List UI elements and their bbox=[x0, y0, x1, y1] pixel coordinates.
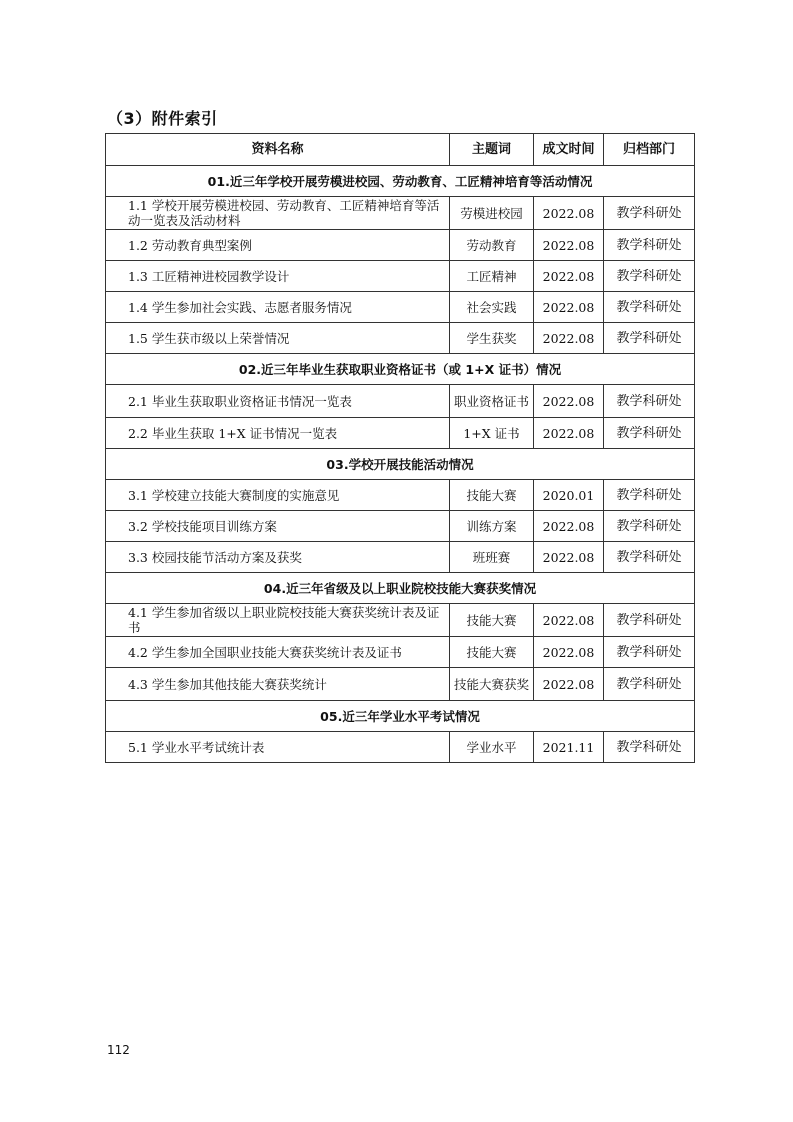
keyword-cell: 技能大赛 bbox=[450, 637, 534, 668]
department-cell: 教学科研处 bbox=[604, 385, 695, 418]
section-row bbox=[106, 701, 695, 732]
material-name-cell: 3.2 学校技能项目训练方案 bbox=[106, 511, 450, 542]
material-name-cell: 3.3 校园技能节活动方案及获奖 bbox=[106, 542, 450, 573]
material-name-cell: 2.2 毕业生获取 1+X 证书情况一览表 bbox=[106, 418, 450, 449]
table-row bbox=[106, 604, 695, 637]
section-title: 04.近三年省级及以上职业院校技能大赛获奖情况 bbox=[106, 573, 695, 604]
table-body bbox=[106, 166, 695, 763]
table-row bbox=[106, 197, 695, 230]
table-row bbox=[106, 292, 695, 323]
material-name-cell: 4.2 学生参加全国职业技能大赛获奖统计表及证书 bbox=[106, 637, 450, 668]
date-cell: 2022.08 bbox=[534, 261, 604, 292]
keyword-cell: 技能大赛 bbox=[450, 480, 534, 511]
keyword-cell: 社会实践 bbox=[450, 292, 534, 323]
table-row bbox=[106, 480, 695, 511]
attachment-index-table bbox=[105, 133, 695, 763]
date-cell: 2022.08 bbox=[534, 542, 604, 573]
table-row bbox=[106, 230, 695, 261]
date-cell: 2022.08 bbox=[534, 637, 604, 668]
table-row bbox=[106, 261, 695, 292]
date-cell: 2022.08 bbox=[534, 604, 604, 637]
keyword-cell: 技能大赛获奖 bbox=[450, 668, 534, 701]
keyword-cell: 工匠精神 bbox=[450, 261, 534, 292]
material-name-cell: 3.1 学校建立技能大赛制度的实施意见 bbox=[106, 480, 450, 511]
section-title: 05.近三年学业水平考试情况 bbox=[106, 701, 695, 732]
department-cell: 教学科研处 bbox=[604, 230, 695, 261]
header-department: 归档部门 bbox=[604, 134, 695, 166]
header-keyword: 主题词 bbox=[450, 134, 534, 166]
material-name-cell: 1.1 学校开展劳模进校园、劳动教育、工匠精神培育等活动一览表及活动材料 bbox=[106, 197, 450, 230]
table-row bbox=[106, 418, 695, 449]
department-cell: 教学科研处 bbox=[604, 542, 695, 573]
department-cell: 教学科研处 bbox=[604, 604, 695, 637]
keyword-cell: 1+X 证书 bbox=[450, 418, 534, 449]
section-row bbox=[106, 449, 695, 480]
header-date: 成文时间 bbox=[534, 134, 604, 166]
keyword-cell: 技能大赛 bbox=[450, 604, 534, 637]
keyword-cell: 劳动教育 bbox=[450, 230, 534, 261]
table-row bbox=[106, 637, 695, 668]
keyword-cell: 学生获奖 bbox=[450, 323, 534, 354]
material-name-cell: 1.4 学生参加社会实践、志愿者服务情况 bbox=[106, 292, 450, 323]
department-cell: 教学科研处 bbox=[604, 197, 695, 230]
table-row bbox=[106, 323, 695, 354]
department-cell: 教学科研处 bbox=[604, 668, 695, 701]
page-heading: （3）附件索引 bbox=[107, 109, 218, 128]
table-header-row bbox=[106, 134, 695, 166]
keyword-cell: 学业水平 bbox=[450, 732, 534, 763]
material-name-cell: 4.1 学生参加省级以上职业院校技能大赛获奖统计表及证书 bbox=[106, 604, 450, 637]
date-cell: 2022.08 bbox=[534, 230, 604, 261]
department-cell: 教学科研处 bbox=[604, 418, 695, 449]
section-title: 02.近三年毕业生获取职业资格证书（或 1+X 证书）情况 bbox=[106, 354, 695, 385]
section-row bbox=[106, 354, 695, 385]
material-name-cell: 2.1 毕业生获取职业资格证书情况一览表 bbox=[106, 385, 450, 418]
department-cell: 教学科研处 bbox=[604, 323, 695, 354]
date-cell: 2022.08 bbox=[534, 511, 604, 542]
department-cell: 教学科研处 bbox=[604, 637, 695, 668]
department-cell: 教学科研处 bbox=[604, 480, 695, 511]
material-name-cell: 1.2 劳动教育典型案例 bbox=[106, 230, 450, 261]
section-title: 01.近三年学校开展劳模进校园、劳动教育、工匠精神培育等活动情况 bbox=[106, 166, 695, 197]
date-cell: 2022.08 bbox=[534, 197, 604, 230]
date-cell: 2021.11 bbox=[534, 732, 604, 763]
date-cell: 2022.08 bbox=[534, 668, 604, 701]
material-name-cell: 5.1 学业水平考试统计表 bbox=[106, 732, 450, 763]
section-row bbox=[106, 166, 695, 197]
table-row bbox=[106, 385, 695, 418]
material-name-cell: 1.5 学生获市级以上荣誉情况 bbox=[106, 323, 450, 354]
keyword-cell: 劳模进校园 bbox=[450, 197, 534, 230]
material-name-cell: 1.3 工匠精神进校园教学设计 bbox=[106, 261, 450, 292]
department-cell: 教学科研处 bbox=[604, 292, 695, 323]
date-cell: 2022.08 bbox=[534, 385, 604, 418]
section-title: 03.学校开展技能活动情况 bbox=[106, 449, 695, 480]
department-cell: 教学科研处 bbox=[604, 261, 695, 292]
page-number: 112 bbox=[107, 1043, 130, 1057]
keyword-cell: 职业资格证书 bbox=[450, 385, 534, 418]
material-name-cell: 4.3 学生参加其他技能大赛获奖统计 bbox=[106, 668, 450, 701]
table-row bbox=[106, 542, 695, 573]
date-cell: 2020.01 bbox=[534, 480, 604, 511]
department-cell: 教学科研处 bbox=[604, 732, 695, 763]
table-row bbox=[106, 511, 695, 542]
keyword-cell: 班班赛 bbox=[450, 542, 534, 573]
table-row bbox=[106, 732, 695, 763]
department-cell: 教学科研处 bbox=[604, 511, 695, 542]
date-cell: 2022.08 bbox=[534, 418, 604, 449]
section-row bbox=[106, 573, 695, 604]
date-cell: 2022.08 bbox=[534, 323, 604, 354]
table-row bbox=[106, 668, 695, 701]
keyword-cell: 训练方案 bbox=[450, 511, 534, 542]
header-material-name: 资料名称 bbox=[106, 134, 450, 166]
date-cell: 2022.08 bbox=[534, 292, 604, 323]
